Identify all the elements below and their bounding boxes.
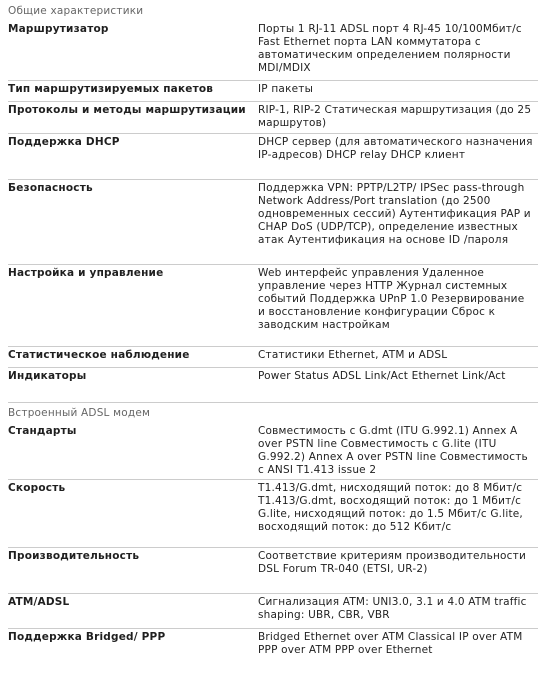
spec-value: Соответствие критериям производительности DSL Forum TR-040 (ETSI, UR-2) (258, 550, 526, 575)
spec-value: IP пакеты (258, 83, 314, 95)
spec-value: Совместимость с G.dmt (ITU G.992.1) Annex A over PSTN line Совместимость с G.lite (ITU G.992.2) Annex A over PSTN line Совместимость с ANSI T1.413 issue 2 (258, 425, 528, 476)
spec-row-routing-protocols (8, 102, 538, 134)
spec-label: Протоколы и методы маршрутизации (8, 104, 246, 116)
spec-label: Маршрутизатор (8, 23, 109, 35)
spec-value: Power Status ADSL Link/Act Ethernet Link/Act (258, 370, 506, 382)
spec-row-management (8, 265, 538, 347)
spec-label: Стандарты (8, 425, 77, 437)
spec-row-dhcp (8, 134, 538, 180)
spec-row-router (8, 21, 538, 81)
spec-label: Индикаторы (8, 370, 87, 382)
section-title-adsl-modem: Встроенный ADSL модем (8, 407, 151, 419)
spec-row-packet-type (8, 81, 538, 102)
spec-row-security (8, 180, 538, 265)
spec-value: Порты 1 RJ-11 ADSL порт 4 RJ-45 10/100Мбит/с Fast Ethernet порта LAN коммутатора с автоматическим определением полярности MDI/MDIX (258, 23, 522, 74)
spec-value: Web интерфейс управления Удаленное управление через HTTP Журнал системных событий Поддержка UPnP 1.0 Резервирование и восстановление конфигурации Сброс к заводским настройкам (258, 267, 525, 331)
spec-row-speed (8, 480, 538, 548)
spec-label: Поддержка Bridged/ PPP (8, 631, 166, 643)
spec-row-performance (8, 548, 538, 594)
spec-row-bridged-ppp (8, 629, 538, 661)
specifications-table (8, 5, 538, 661)
spec-value: DHCP сервер (для автоматического назначения IP-адресов) DHCP relay DHCP клиент (258, 136, 533, 161)
spec-label: ATM/ADSL (8, 596, 70, 608)
spec-label: Производительность (8, 550, 140, 562)
section-title-general: Общие характеристики (8, 5, 144, 17)
spec-row-standards (8, 423, 538, 480)
spec-value: Статистики Ethernet, ATM и ADSL (258, 349, 448, 361)
spec-label: Безопасность (8, 182, 93, 194)
spec-value: RIP-1, RIP-2 Статическая маршрутизация (до 25 маршрутов) (258, 104, 532, 129)
spec-value: Bridged Ethernet over ATM Classical IP over ATM PPP over ATM PPP over Ethernet (258, 631, 523, 656)
spec-row-statistics (8, 347, 538, 368)
spec-row-indicators (8, 368, 538, 403)
spec-label: Скорость (8, 482, 66, 494)
spec-row-atm-adsl (8, 594, 538, 629)
spec-label: Поддержка DHCP (8, 136, 120, 148)
spec-label: Статистическое наблюдение (8, 349, 190, 361)
spec-label: Настройка и управление (8, 267, 164, 279)
spec-value: T1.413/G.dmt, нисходящий поток: до 8 Мбит/с T1.413/G.dmt, восходящий поток: до 1 Мбит/с G.lite, нисходящий поток: до 1.5 Мбит/с G.lite, восходящий поток: до 512 Кбит/с (258, 482, 523, 533)
spec-label: Тип маршрутизируемых пакетов (8, 83, 214, 95)
spec-value: Сигнализация ATM: UNI3.0, 3.1 и 4.0 ATM traffic shaping: UBR, CBR, VBR (258, 596, 527, 621)
spec-value: Поддержка VPN: PPTP/L2TP/ IPSec pass-through Network Address/Port translation (до 2500 одновременных сессий) Аутентификация PAP и CHAP DoS (UDP/TCP), определение известных атак Аутентификация на основе ID /пароля (258, 182, 531, 246)
